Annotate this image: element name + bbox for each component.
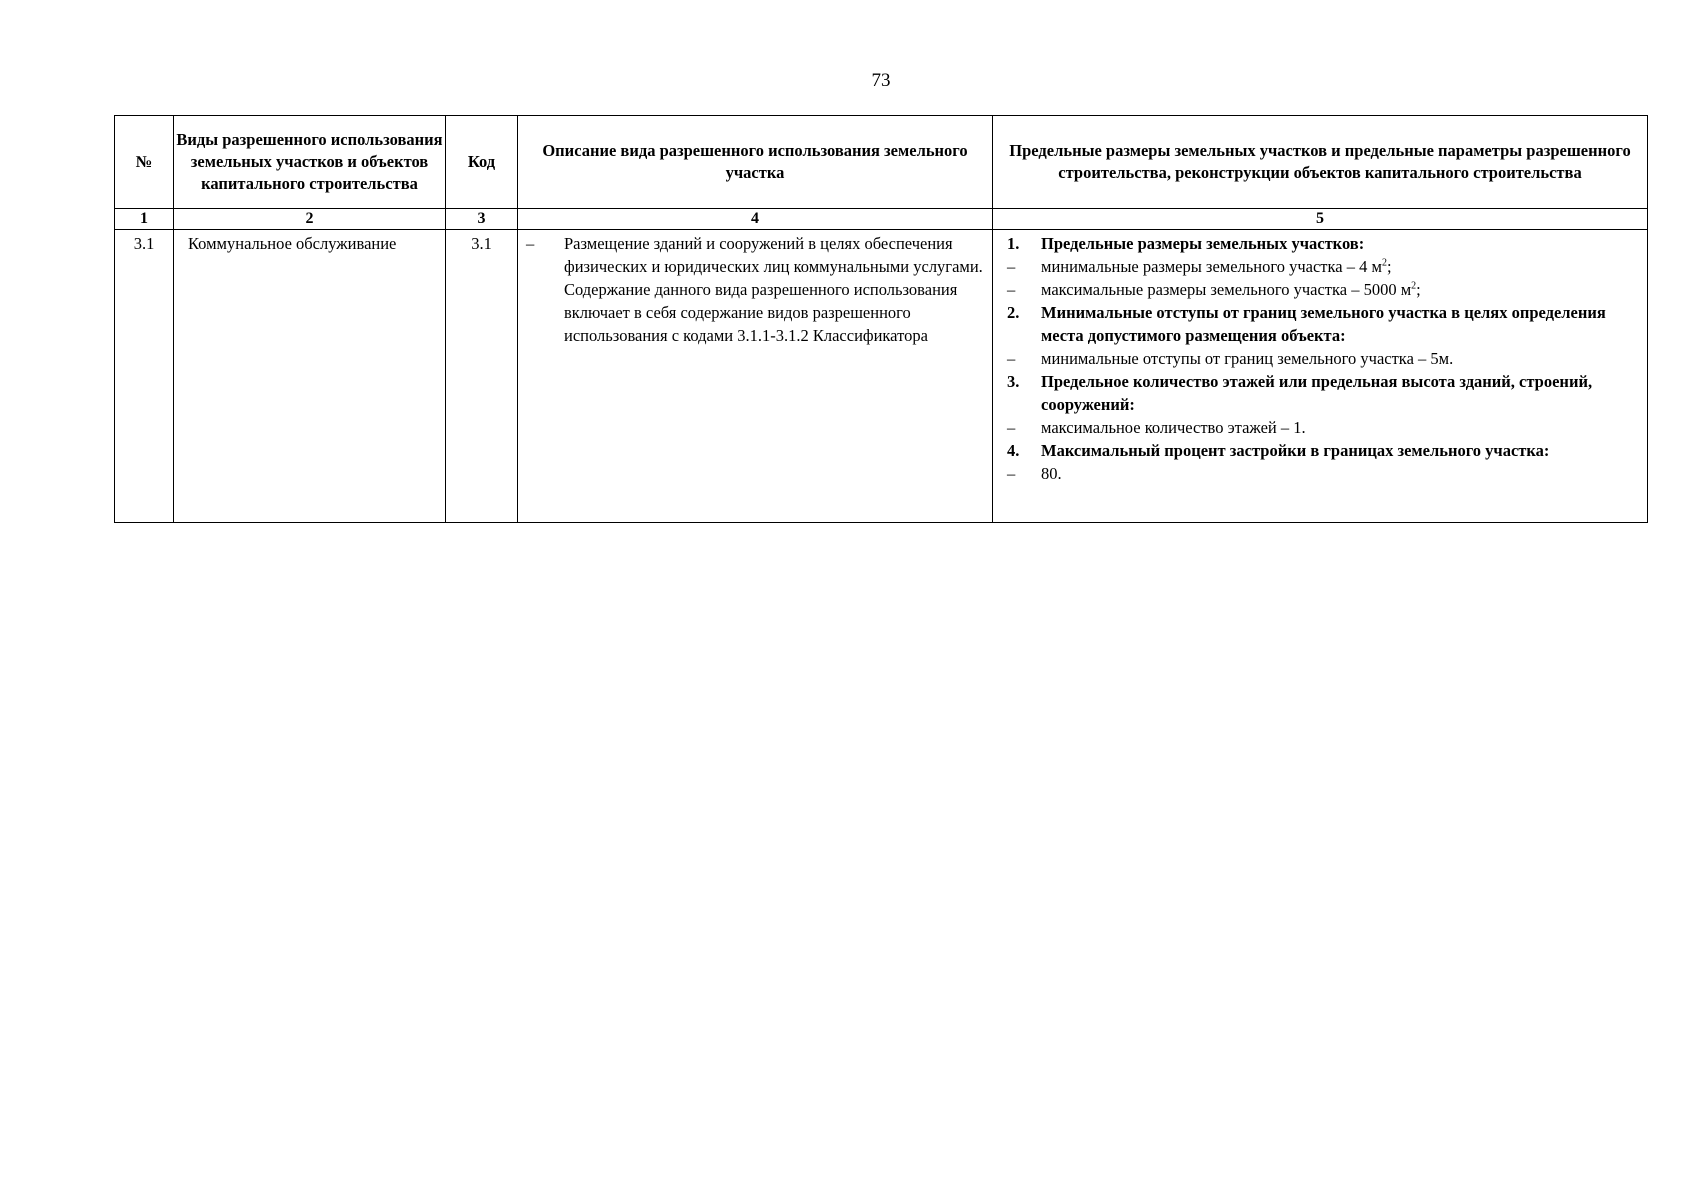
column-number-row <box>115 209 1648 230</box>
parameter-heading <box>1007 439 1641 462</box>
column-number: 3 <box>446 209 518 230</box>
parameter-text <box>1041 416 1641 439</box>
parameter-main-text: минимальные отступы от границ земельного участка – 5м. <box>1041 349 1454 368</box>
number-marker: 3. <box>1007 372 1020 391</box>
number-marker: 1. <box>1007 234 1020 253</box>
parameter-main-text: 80. <box>1041 464 1062 483</box>
header-use-type: Виды разрешенного использования земельных участков и объектов капитального строительства <box>174 116 446 209</box>
parameter-text <box>1041 232 1641 255</box>
parameter-heading <box>1007 370 1641 416</box>
column-number: 4 <box>518 209 993 230</box>
parameter-text <box>1041 255 1641 278</box>
parameter-main-text: Максимальный процент застройки в границах земельного участка: <box>1041 441 1550 460</box>
dash-marker: – <box>1007 464 1016 483</box>
superscript: 2 <box>1411 280 1417 292</box>
parameter-text <box>1041 301 1641 347</box>
dash-marker: – <box>1007 280 1016 299</box>
parameters-list <box>993 230 1647 485</box>
number-marker: 4. <box>1007 441 1020 460</box>
table-header-row <box>115 116 1648 209</box>
row-use-type: Коммунальное обслуживание <box>174 230 446 523</box>
column-number: 1 <box>115 209 174 230</box>
parameter-text <box>1041 439 1641 462</box>
parameter-main-text: Предельные размеры земельных участков: <box>1041 234 1365 253</box>
row-parameters-cell <box>993 230 1648 523</box>
parameter-suffix: ; <box>1416 280 1421 299</box>
dash-marker: – <box>1007 349 1016 368</box>
parameter-heading <box>1007 301 1641 347</box>
parameter-item <box>1007 462 1641 485</box>
parameter-item <box>1007 278 1641 301</box>
table-row <box>115 230 1648 523</box>
land-use-table <box>114 115 1648 523</box>
header-number: № <box>115 116 174 209</box>
superscript: 2 <box>1381 257 1387 269</box>
description-text: Размещение зданий и сооружений в целях обеспечения физических и юридических лиц коммунальными услугами. Содержание данного вида разрешенного использования включает в себя содержание видов разрешенного использования с кодами 3.1.1-3.1.2 Классификатора <box>564 234 983 345</box>
header-description: Описание вида разрешенного использования земельного участка <box>518 116 993 209</box>
dash-marker: – <box>526 234 535 253</box>
number-marker: 2. <box>1007 303 1020 322</box>
page-number: 73 <box>871 70 891 91</box>
parameter-text <box>1041 370 1641 416</box>
parameter-text <box>1041 462 1641 485</box>
parameter-main-text: Предельное количество этажей или предельная высота зданий, строений, сооружений: <box>1041 372 1593 414</box>
row-description-cell <box>518 230 993 523</box>
row-code: 3.1 <box>446 230 518 523</box>
parameter-item <box>1007 347 1641 370</box>
parameter-text <box>1041 278 1641 301</box>
header-parameters: Предельные размеры земельных участков и предельные параметры разрешенного строительства, реконструкции объектов капитального строительства <box>993 116 1648 209</box>
parameter-main-text: Минимальные отступы от границ земельного участка в целях определения места допустимого размещения объекта: <box>1041 303 1606 345</box>
parameter-main-text: максимальное количество этажей – 1. <box>1041 418 1306 437</box>
dash-marker: – <box>1007 418 1016 437</box>
description-item <box>518 230 992 347</box>
parameter-heading <box>1007 232 1641 255</box>
header-code: Код <box>446 116 518 209</box>
column-number: 2 <box>174 209 446 230</box>
row-number: 3.1 <box>115 230 174 523</box>
parameter-main-text: минимальные размеры земельного участка – 4 м <box>1041 257 1382 276</box>
parameter-text <box>1041 347 1641 370</box>
parameter-suffix: ; <box>1386 257 1392 276</box>
parameter-item <box>1007 255 1641 278</box>
column-number: 5 <box>993 209 1648 230</box>
dash-marker: – <box>1007 257 1016 276</box>
parameter-item <box>1007 416 1641 439</box>
parameter-main-text: максимальные размеры земельного участка – 5000 м <box>1041 280 1412 299</box>
